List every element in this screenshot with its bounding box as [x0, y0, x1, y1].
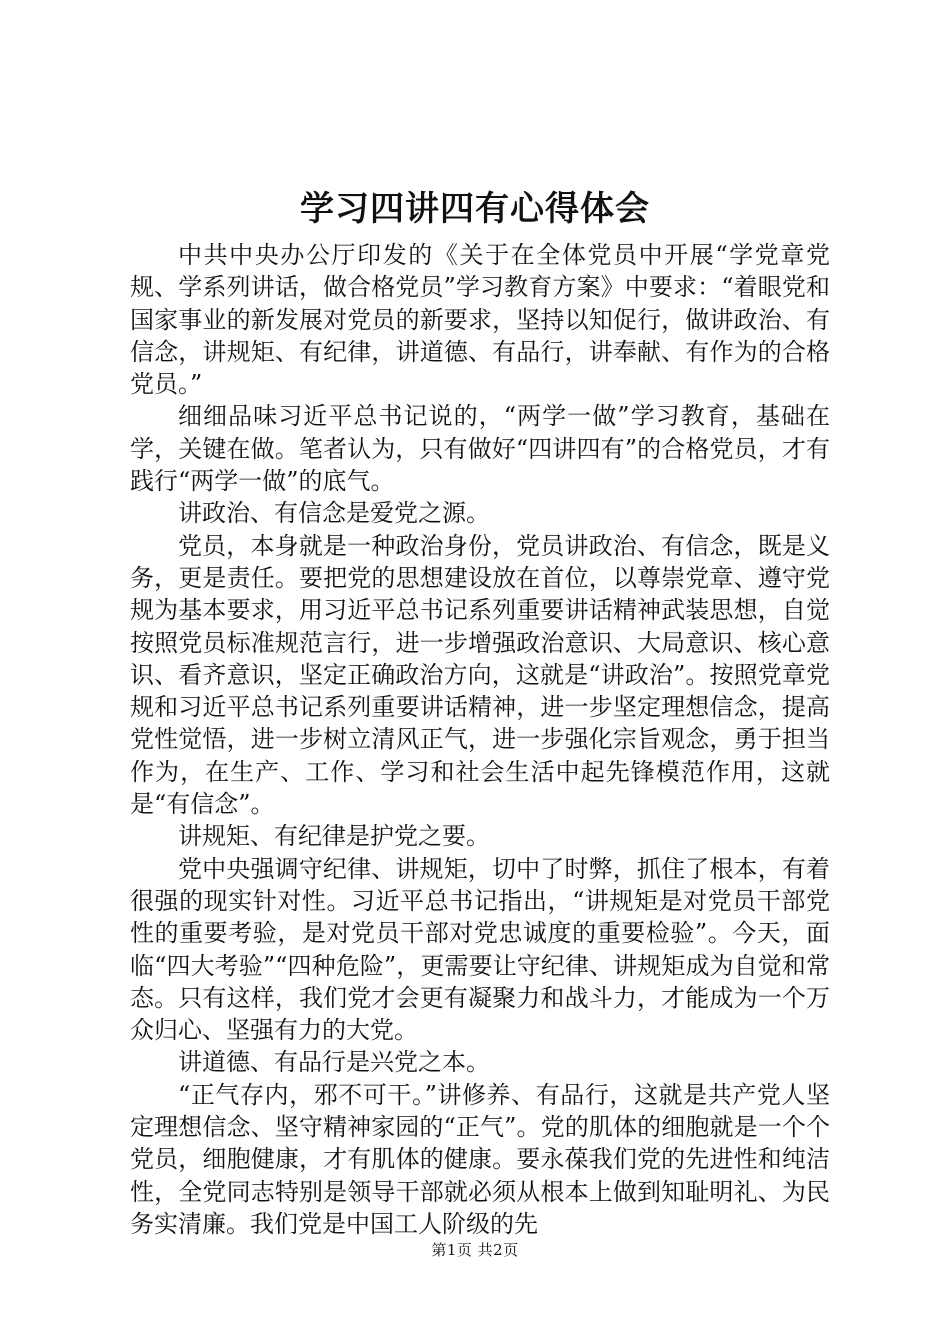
document-title: 学习四讲四有心得体会 — [300, 189, 650, 229]
paragraph: 党中央强调守纪律、讲规矩，切中了时弊，抓住了根本，有着很强的现实针对性。习近平总书记指出，“讲规矩是对党员干部党性的重要考验，是对党员干部对党忠诚度的重要检验”。今天，面临“四大考验”“四种危险”，更需要让守纪律、讲规矩成为自觉和常态。只有这样，我们党才会更有凝聚力和战斗力，才能成为一个万众归心、坚强有力的大党。 — [130, 854, 830, 1045]
section-heading: 讲道德、有品行是兴党之本。 — [178, 1048, 490, 1077]
page-number-footer: 第1页 共2页 — [431, 1241, 519, 1259]
section-heading: 讲规矩、有纪律是护党之要。 — [178, 822, 490, 851]
paragraph: 中共中央办公厅印发的《关于在全体党员中开展“学党章党规、学系列讲话，做合格党员”学习教育方案》中要求：“着眼党和国家事业的新发展对党员的新要求，坚持以知促行，做讲政治、有信念，讲规矩、有纪律，讲道德、有品行，讲奉献、有作为的合格党员。” — [130, 241, 830, 399]
section-heading: 讲政治、有信念是爱党之源。 — [178, 499, 490, 528]
paragraph: “正气存内，邪不可干。”讲修养、有品行，这就是共产党人坚定理想信念、坚守精神家园的“正气”。党的肌体的细胞就是一个个党员，细胞健康，才有肌体的健康。要永葆我们党的先进性和纯洁性，全党同志特别是领导干部就必须从根本上做到知耻明礼、为民务实清廉。我们党是中国工人阶级的先 — [130, 1080, 830, 1238]
document-body — [130, 239, 830, 1238]
paragraph: 党员，本身就是一种政治身份，党员讲政治、有信念，既是义务，更是责任。要把党的思想建设放在首位，以尊崇党章、遵守党规为基本要求，用习近平总书记系列重要讲话精神武装思想，自觉按照党员标准规范言行，进一步增强政治意识、大局意识、核心意识、看齐意识，坚定正确政治方向，这就是“讲政治”。按照党章党规和习近平总书记系列重要讲话精神，进一步坚定理想信念，提高党性觉悟，进一步树立清风正气，进一步强化宗旨观念，勇于担当作为，在生产、工作、学习和社会生活中起先锋模范作用，这就是“有信念”。 — [130, 531, 830, 819]
paragraph: 细细品味习近平总书记说的，“两学一做”学习教育，基础在学，关键在做。笔者认为，只有做好“四讲四有”的合格党员，才有践行“两学一做”的底气。 — [130, 402, 830, 496]
